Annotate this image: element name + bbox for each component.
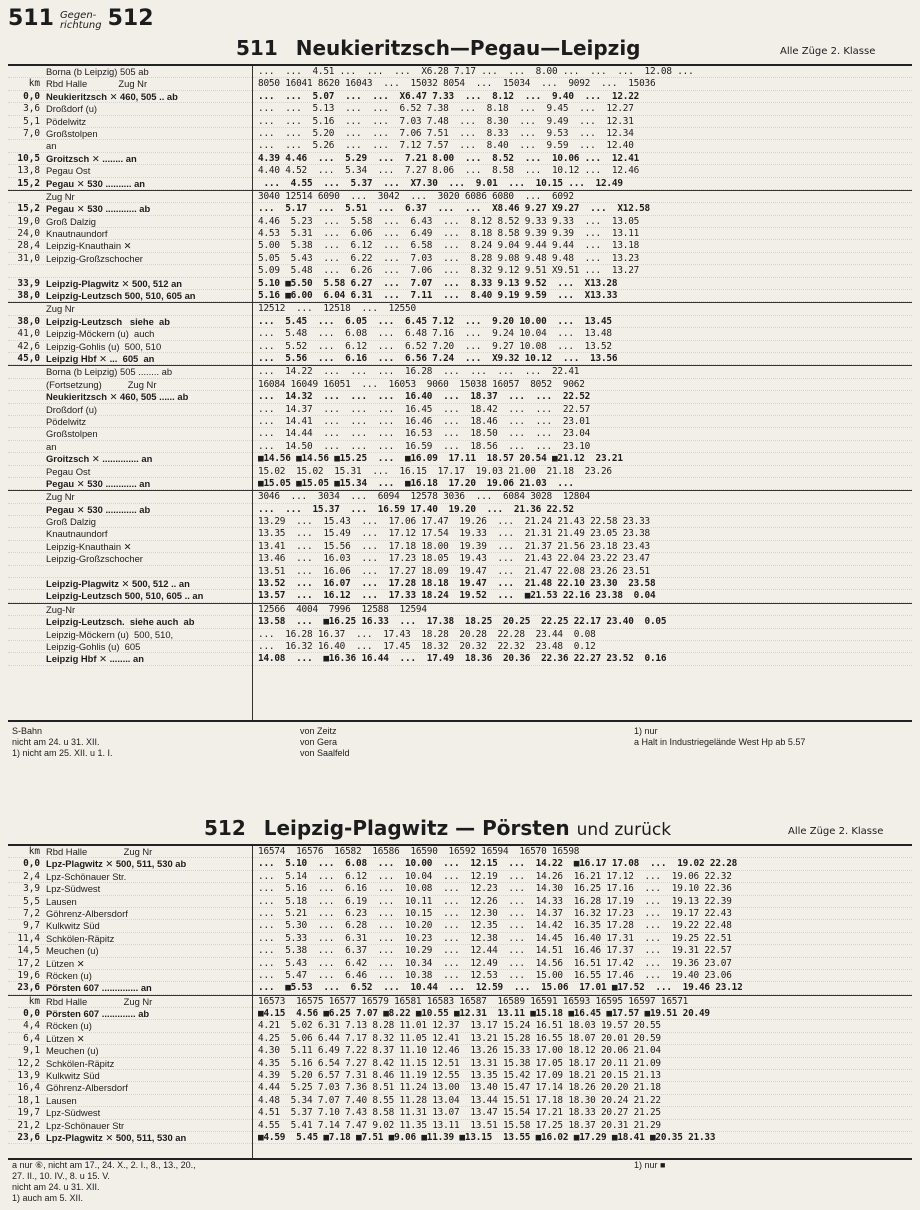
station-cell: Göhrenz-Albersdorf: [46, 1082, 128, 1094]
km-cell: 17,2: [17, 957, 40, 969]
timetable-row: [8, 871, 912, 883]
station-cell: Leipzig-Leutzsch siehe ab: [46, 315, 170, 327]
km-cell: 16,4: [17, 1082, 40, 1094]
timetable-row: [8, 91, 912, 103]
timetable-row: [8, 316, 912, 328]
table-511: [8, 64, 912, 722]
timetable-row: [8, 616, 912, 628]
timetable-row: [8, 341, 912, 353]
times-cell: 8050 16041 8620 16043 ... 15032 8054 ... 15034 ... 9092 ... 15036: [258, 78, 656, 90]
km-cell: 5,1: [23, 115, 40, 127]
times-cell: ... 5.16 ... 6.16 ... 10.08 ... 12.23 ... 14.30 16.25 17.16 ... 19.10 22.36: [258, 883, 732, 895]
station-cell: Pegau ✕ 530 ............ ab: [46, 503, 151, 515]
times-cell: ... ... 5.16 ... ... 7.03 7.48 ... 8.30 ... 9.49 ... 12.31: [258, 115, 634, 127]
times-cell: 4.55 5.41 7.14 7.47 9.02 11.35 13.11 13.51 15.58 17.25 18.37 20.31 21.29: [258, 1119, 661, 1131]
station-cell: Rbd Halle Zug Nr: [46, 995, 153, 1007]
timetable-row: [8, 478, 912, 490]
timetable-row: [8, 653, 912, 665]
times-cell: 13.51 ... 16.06 ... 17.27 18.09 19.47 ... 21.47 22.08 23.26 23.51: [258, 565, 650, 577]
times-cell: 4.35 5.16 6.54 7.27 8.42 11.15 12.51 13.31 15.38 17.05 18.17 20.11 21.09: [258, 1057, 661, 1069]
times-cell: ... 5.33 ... 6.31 ... 10.23 ... 12.38 ... 14.45 16.40 17.31 ... 19.25 22.51: [258, 932, 732, 944]
timetable-row: [8, 78, 912, 90]
station-cell: Pegau Ost: [46, 465, 91, 477]
timetable-row: [8, 178, 912, 190]
times-cell: 13.57 ... 16.12 ... 17.33 18.24 19.52 ... ■21.53 22.16 23.38 0.04: [258, 590, 656, 602]
station-cell: Lpz-Plagwitz ✕ 500, 511, 530 an: [46, 1131, 187, 1143]
timetable-row: [8, 353, 912, 365]
timetable-row: [8, 995, 912, 1008]
km-cell: 38,0: [17, 315, 40, 327]
km-cell: 19,6: [17, 969, 40, 981]
timetable-row: [8, 958, 912, 970]
station-cell: Neukieritzsch ✕ 460, 505 .. ab: [46, 90, 178, 102]
times-cell: ... 14.32 ... ... ... 16.40 ... 18.37 ... ... 22.52: [258, 391, 591, 403]
km-cell: 3,6: [23, 103, 40, 115]
station-cell: Meuchen (u): [46, 945, 99, 957]
footnote: nicht am 24. u 31. XII.: [12, 1182, 100, 1192]
station-cell: Zug Nr: [46, 190, 75, 202]
km-cell: km: [28, 846, 40, 857]
times-cell: ... 5.18 ... 6.19 ... 10.11 ... 12.26 ... 14.33 16.28 17.19 ... 19.13 22.39: [258, 895, 732, 907]
timetable-row: [8, 883, 912, 895]
table-511-title: [236, 36, 641, 60]
times-cell: 4.21 5.02 6.31 7.13 8.28 11.01 12.37 13.17 15.24 16.51 18.03 19.57 20.55: [258, 1020, 661, 1032]
timetable-row: [8, 945, 912, 957]
timetable-row: [8, 265, 912, 277]
times-cell: ■4.15 4.56 ■6.25 7.07 ■8.22 ■10.55 ■12.31 13.11 ■15.18 ■16.45 ■17.57 ■19.51 20.49: [258, 1008, 710, 1020]
km-cell: 0,0: [23, 90, 40, 102]
timetable-row: [8, 228, 912, 240]
station-cell: Pödelwitz: [46, 415, 87, 427]
station-cell: Meuchen (u): [46, 1045, 99, 1057]
station-cell: Leipzig-Leutzsch 500, 510, 605 .. an: [46, 590, 204, 602]
timetable-row: [8, 1058, 912, 1070]
times-cell: ... 5.45 ... 6.05 ... 6.45 7.12 ... 9.20 10.00 ... 13.45: [258, 315, 612, 327]
timetable-row: [8, 629, 912, 641]
station-cell: Schkölen-Räpitz: [46, 1057, 115, 1069]
station-cell: Lpz-Südwest: [46, 1107, 101, 1119]
times-cell: ... ... 5.13 ... ... 6.52 7.38 ... 8.18 ... 9.45 ... 12.27: [258, 103, 634, 115]
station-cell: Groß Dalzig: [46, 215, 97, 227]
timetable-row: [8, 302, 912, 315]
station-cell: Schkölen-Räpitz: [46, 932, 115, 944]
table-511-notes-left: [12, 726, 113, 759]
times-cell: ... ... 5.26 ... ... 7.12 7.57 ... 8.40 ... 9.59 ... 12.40: [258, 140, 634, 152]
station-cell: Leipzig-Plagwitz ✕ 500, 512 .. an: [46, 578, 190, 590]
times-cell: 4.53 5.31 ... 6.06 ... 6.49 ... 8.18 8.58 9.39 9.39 ... 13.11: [258, 228, 640, 240]
times-cell: ... 5.21 ... 6.23 ... 10.15 ... 12.30 ... 14.37 16.32 17.23 ... 19.17 22.43: [258, 907, 732, 919]
timetable-row: [8, 290, 912, 302]
timetable-row: [8, 466, 912, 478]
footnote: nicht am 24. u 31. XII.: [12, 737, 100, 747]
timetable-row: [8, 140, 912, 152]
timetable-row: [8, 391, 912, 403]
km-cell: 9,1: [23, 1045, 40, 1057]
km-cell: 23,6: [17, 1131, 40, 1143]
table-511-notes-mid: [300, 726, 350, 759]
station-cell: Pödelwitz: [46, 115, 87, 127]
times-cell: 5.16 ■6.00 6.04 6.31 ... 7.11 ... 8.40 9.19 9.59 ... X13.33: [258, 290, 618, 302]
timetable-row: [8, 578, 912, 590]
times-cell: ■14.56 ■14.56 ■15.25 ... ■16.09 17.11 18.57 20.54 ■21.12 23.21: [258, 453, 623, 465]
timetable-row: [8, 1095, 912, 1107]
station-cell: Lpz-Schönauer Str: [46, 1119, 125, 1131]
station-cell: Leipzig Hbf ✕ ........ an: [46, 653, 144, 665]
station-cell: Großstolpen: [46, 428, 98, 440]
km-cell: 0,0: [23, 858, 40, 870]
table-512-route: Leipzig-Plagwitz — Pörsten: [263, 816, 570, 840]
times-cell: ... 5.30 ... 6.28 ... 10.20 ... 12.35 ... 14.42 16.35 17.28 ... 19.22 22.48: [258, 920, 732, 932]
station-cell: Borna (b Leipzig) 505 ........ ab: [46, 366, 173, 378]
km-cell: 18,1: [17, 1094, 40, 1106]
footnote: a Halt in Industriegelände West Hp ab 5.57: [634, 737, 806, 747]
header-right-number: 512: [107, 6, 154, 31]
timetable-row: [8, 128, 912, 140]
station-cell: Kulkwitz Süd: [46, 1070, 100, 1082]
km-cell: 9,7: [23, 920, 40, 932]
station-cell: Droßdorf (u): [46, 403, 98, 415]
table-512-title-suffix: und zurück: [576, 820, 672, 840]
station-cell: Großstolpen: [46, 127, 98, 139]
timetable-row: [8, 328, 912, 340]
times-cell: ■4.59 5.45 ■7.18 ■7.51 ■9.06 ■11.39 ■13.15 13.55 ■16.02 ■17.29 ■18.41 ■20.35 21.33: [258, 1131, 716, 1143]
times-cell: 16084 16049 16051 ... 16053 9060 15038 16057 8052 9062: [258, 378, 585, 390]
timetable-row: [8, 165, 912, 177]
times-cell: ... 5.56 ... 6.16 ... 6.56 7.24 ... X9.32 10.12 ... 13.56: [258, 352, 618, 364]
times-cell: 16573 16575 16577 16579 16581 16583 16587 16589 16591 16593 16595 16597 16571: [258, 995, 689, 1007]
footnote: 1) nicht am 25. XII. u 1. I.: [12, 748, 113, 758]
times-cell: ... 5.14 ... 6.12 ... 10.04 ... 12.19 ... 14.26 16.21 17.12 ... 19.06 22.32: [258, 870, 732, 882]
timetable-row: [8, 516, 912, 528]
footnote: 27. II., 10. IV., 8. u 15. V.: [12, 1171, 110, 1181]
times-cell: 4.30 5.11 6.49 7.22 8.37 11.10 12.46 13.26 15.33 17.00 18.12 20.06 21.04: [258, 1045, 661, 1057]
times-cell: 3046 ... 3034 ... 6094 12578 3036 ... 6084 3028 12804: [258, 491, 591, 503]
table-512-notes-right: 1) nur ■: [634, 1160, 666, 1170]
times-cell: 13.29 ... 15.43 ... 17.06 17.47 19.26 ... 21.24 21.43 22.58 23.33: [258, 516, 650, 528]
times-cell: ... 5.48 ... 6.08 ... 6.48 7.16 ... 9.24 10.04 ... 13.48: [258, 328, 612, 340]
timetable-row: [8, 920, 912, 932]
timetable-row: [8, 603, 912, 616]
station-cell: Groitzsch ✕ .............. an: [46, 453, 153, 465]
km-cell: 13,9: [17, 1070, 40, 1082]
km-cell: 6,4: [23, 1032, 40, 1044]
timetable-row: [8, 846, 912, 858]
station-cell: an: [46, 440, 57, 452]
station-cell: Zug Nr: [46, 491, 75, 503]
times-cell: 15.02 15.02 15.31 ... 16.15 17.17 19.03 21.00 21.18 23.26: [258, 465, 612, 477]
times-cell: ... 5.47 ... 6.46 ... 10.38 ... 12.53 ... 15.00 16.55 17.46 ... 19.40 23.06: [258, 969, 732, 981]
times-cell: ... 14.37 ... ... ... 16.45 ... 18.42 ... ... 22.57: [258, 403, 591, 415]
timetable-row: [8, 203, 912, 215]
km-cell: 15,2: [17, 203, 40, 215]
timetable-row: [8, 553, 912, 565]
km-cell: 19,7: [17, 1107, 40, 1119]
timetable-row: [8, 1020, 912, 1032]
times-cell: 13.46 ... 16.03 ... 17.23 18.05 19.43 ... 21.43 22.04 23.22 23.47: [258, 553, 650, 565]
table-511-class-note: Alle Züge 2. Klasse: [780, 46, 876, 57]
times-cell: 4.51 5.37 7.10 7.43 8.58 11.31 13.07 13.47 15.54 17.21 18.33 20.27 21.25: [258, 1107, 661, 1119]
times-cell: 4.25 5.06 6.44 7.17 8.32 11.05 12.41 13.21 15.28 16.55 18.07 20.01 20.59: [258, 1032, 661, 1044]
timetable-row: [8, 240, 912, 252]
times-cell: 5.10 ■5.50 5.58 6.27 ... 7.07 ... 8.33 9.13 9.52 ... X13.28: [258, 277, 618, 289]
station-cell: Lützen ✕: [46, 957, 85, 969]
station-cell: Pegau ✕ 530 ............ an: [46, 477, 151, 489]
times-cell: ■15.05 ■15.05 ■15.34 ... ■16.18 17.20 19.06 21.03 ...: [258, 477, 574, 489]
station-cell: Rbd Halle Zug Nr: [46, 78, 148, 90]
table-511-number: 511: [236, 36, 278, 60]
timetable-row: [8, 253, 912, 265]
times-cell: ... 5.43 ... 6.42 ... 10.34 ... 12.49 ... 14.56 16.51 17.42 ... 19.36 23.07: [258, 957, 732, 969]
timetable-row: [8, 216, 912, 228]
times-cell: ... 14.50 ... ... ... 16.59 ... 18.56 ... ... 23.10: [258, 440, 591, 452]
times-cell: ... 5.10 ... 6.08 ... 10.00 ... 12.15 ... 14.22 ■16.17 17.08 ... 19.02 22.28: [258, 858, 738, 870]
station-cell: Knautnaundorf: [46, 528, 108, 540]
station-cell: Droßdorf (u): [46, 103, 98, 115]
station-cell: Borna (b Leipzig) 505 ab: [46, 66, 149, 77]
station-cell: Lausen: [46, 895, 77, 907]
km-cell: 2,4: [23, 870, 40, 882]
timetable-row: [8, 908, 912, 920]
times-cell: ... ... 5.20 ... ... 7.06 7.51 ... 8.33 ... 9.53 ... 12.34: [258, 127, 634, 139]
station-cell: Lpz-Plagwitz ✕ 500, 511, 530 ab: [46, 858, 187, 870]
timetable-row: [8, 970, 912, 982]
station-cell: Leipzig-Knauthain ✕: [46, 540, 132, 552]
station-cell: Zug-Nr: [46, 603, 76, 615]
km-cell: km: [28, 995, 40, 1007]
km-cell: 4,4: [23, 1020, 40, 1032]
timetable-row: [8, 590, 912, 602]
table-512-title: [204, 816, 671, 840]
times-cell: ... ... 4.51 ... ... ... X6.28 7.17 ... ... 8.00 ... ... ... 12.08 ...: [258, 66, 694, 77]
timetable-row: [8, 278, 912, 290]
km-cell: 0,0: [23, 1008, 40, 1020]
timetable-row: [8, 566, 912, 578]
station-cell: Pegau ✕ 530 .......... an: [46, 177, 146, 189]
timetable-row: [8, 1132, 912, 1144]
times-cell: ... 14.41 ... ... ... 16.46 ... 18.46 ... ... 23.01: [258, 415, 591, 427]
km-cell: 38,0: [17, 290, 40, 302]
station-cell: Pörsten 607 .............. an: [46, 982, 152, 994]
page-header: [8, 6, 154, 31]
header-left-number: 511: [8, 6, 54, 31]
times-cell: 5.09 5.48 ... 6.26 ... 7.06 ... 8.32 9.12 9.51 X9.51 ... 13.27: [258, 265, 640, 277]
km-cell: 45,0: [17, 352, 40, 364]
km-cell: 23,6: [17, 982, 40, 994]
km-cell: 3,9: [23, 883, 40, 895]
table-512-number: 512: [204, 816, 246, 840]
times-cell: 16574 16576 16582 16586 16590 16592 16594 16570 16598: [258, 846, 580, 857]
timetable-row: [8, 896, 912, 908]
timetable-row: [8, 428, 912, 440]
timetable-row: [8, 379, 912, 391]
km-cell: 28,4: [17, 240, 40, 252]
station-cell: Pegau ✕ 530 ............ ab: [46, 203, 151, 215]
times-cell: ... ... 15.37 ... 16.59 17.40 19.20 ... 21.36 22.52: [258, 503, 574, 515]
timetable-row: [8, 504, 912, 516]
footnote: von Saalfeld: [300, 748, 350, 758]
km-cell: 13,8: [17, 165, 40, 177]
station-cell: (Fortsetzung) Zug Nr: [46, 378, 157, 390]
station-cell: Kulkwitz Süd: [46, 920, 100, 932]
timetable-row: [8, 153, 912, 165]
station-cell: an: [46, 140, 57, 152]
timetable-row: [8, 858, 912, 870]
timetable-row: [8, 1120, 912, 1132]
timetable-row: [8, 416, 912, 428]
km-cell: 33,9: [17, 277, 40, 289]
times-cell: 4.46 5.23 ... 5.58 ... 6.43 ... 8.12 8.52 9.33 9.33 ... 13.05: [258, 215, 640, 227]
timetable-row: [8, 453, 912, 465]
station-cell: Knautnaundorf: [46, 228, 108, 240]
timetable-row: [8, 103, 912, 115]
timetable-row: [8, 1070, 912, 1082]
station-cell: Zug Nr: [46, 303, 75, 315]
header-direction-label: Gegen- richtung: [59, 9, 102, 31]
timetable-row: [8, 490, 912, 503]
station-cell: Leipzig-Gohlis (u) 500, 510: [46, 340, 162, 352]
table-512-notes-left: [12, 1160, 196, 1204]
station-cell: Lpz-Südwest: [46, 883, 101, 895]
times-cell: 13.52 ... 16.07 ... 17.28 18.18 19.47 ... 21.48 22.10 23.30 23.58: [258, 578, 656, 590]
timetable-row: [8, 1045, 912, 1057]
station-cell: Groitzsch ✕ ........ an: [46, 152, 137, 164]
km-cell: 31,0: [17, 252, 40, 264]
times-cell: 13.58 ... ■16.25 16.33 ... 17.38 18.25 20.25 22.25 22.17 23.40 0.05: [258, 616, 667, 628]
timetable-row: [8, 190, 912, 203]
station-cell: Leipzig Hbf ✕ ... 605 an: [46, 352, 155, 364]
km-cell: 7,0: [23, 127, 40, 139]
km-cell: 19,0: [17, 215, 40, 227]
times-cell: ... 14.44 ... ... ... 16.53 ... 18.50 ... ... 23.04: [258, 428, 591, 440]
station-cell: Leipzig-Großzschocher: [46, 252, 143, 264]
times-cell: ... 16.32 16.40 ... 17.45 18.32 20.32 22.32 23.48 0.12: [258, 640, 596, 652]
times-cell: ... 5.52 ... 6.12 ... 6.52 7.20 ... 9.27 10.08 ... 13.52: [258, 340, 612, 352]
km-cell: 10,5: [17, 152, 40, 164]
station-cell: Pegau Ost: [46, 165, 91, 177]
timetable-row: [8, 1107, 912, 1119]
station-cell: Rbd Halle Zug Nr: [46, 846, 153, 857]
station-cell: Groß Dalzig: [46, 516, 97, 528]
times-cell: 12512 ... 12518 ... 12550: [258, 303, 416, 315]
times-cell: 4.44 5.25 7.03 7.36 8.51 11.24 13.00 13.40 15.47 17.14 18.26 20.20 21.18: [258, 1082, 661, 1094]
footnote: 1) nur: [634, 726, 658, 736]
times-cell: ... 14.22 ... ... ... 16.28 ... ... ... ... 22.41: [258, 366, 580, 378]
station-cell: Leipzig-Knauthain ✕: [46, 240, 132, 252]
station-cell: Leipzig-Großzschocher: [46, 553, 143, 565]
station-cell: Lützen ✕: [46, 1032, 85, 1044]
station-cell: Leipzig-Plagwitz ✕ 500, 512 an: [46, 277, 183, 289]
timetable-row: [8, 933, 912, 945]
times-cell: ... 5.38 ... 6.37 ... 10.29 ... 12.44 ... 14.51 16.46 17.37 ... 19.31 22.57: [258, 945, 732, 957]
station-cell: Neukieritzsch ✕ 460, 505 ...... ab: [46, 391, 189, 403]
table-511-route: Neukieritzsch—Pegau—Leipzig: [295, 36, 641, 60]
station-cell: Leipzig-Gohlis (u) 605: [46, 640, 141, 652]
times-cell: ... ■5.53 ... 6.52 ... 10.44 ... 12.59 ... 15.06 17.01 ■17.52 ... 19.46 23.12: [258, 982, 743, 994]
times-cell: ... ... 5.07 ... ... X6.47 7.33 ... 8.12 ... 9.40 ... 12.22: [258, 90, 640, 102]
km-cell: 42,6: [17, 340, 40, 352]
times-cell: 14.08 ... ■16.36 16.44 ... 17.49 18.36 20.36 22.36 22.27 23.52 0.16: [258, 653, 667, 665]
station-cell: Leipzig-Möckern (u) auch: [46, 328, 155, 340]
timetable-row: [8, 541, 912, 553]
km-cell: 24,0: [17, 228, 40, 240]
times-cell: 5.00 5.38 ... 6.12 ... 6.58 ... 8.24 9.04 9.44 9.44 ... 13.18: [258, 240, 640, 252]
km-cell: 14,5: [17, 945, 40, 957]
times-cell: 4.39 4.46 ... 5.29 ... 7.21 8.00 ... 8.52 ... 10.06 ... 12.41: [258, 152, 640, 164]
table-512-class-note: Alle Züge 2. Klasse: [788, 826, 884, 837]
times-cell: ... 4.55 ... 5.37 ... X7.30 ... 9.01 ... 10.15 ... 12.49: [258, 177, 623, 189]
times-cell: 3040 12514 6090 ... 3042 ... 3020 6086 6080 ... 6092: [258, 190, 574, 202]
timetable-row: [8, 66, 912, 78]
km-cell: 41,0: [17, 328, 40, 340]
km-cell: 7,2: [23, 907, 40, 919]
timetable-row: [8, 441, 912, 453]
times-cell: 5.05 5.43 ... 6.22 ... 7.03 ... 8.28 9.08 9.48 9.48 ... 13.23: [258, 252, 640, 264]
timetable-row: [8, 1082, 912, 1094]
times-cell: 4.39 5.20 6.57 7.31 8.46 11.19 12.55 13.35 15.42 17.09 18.21 20.15 21.13: [258, 1070, 661, 1082]
times-cell: 13.41 ... 15.56 ... 17.18 18.00 19.39 ... 21.37 21.56 23.18 23.43: [258, 540, 650, 552]
times-cell: 12566 4004 7996 12588 12594: [258, 603, 427, 615]
station-cell: Lausen: [46, 1094, 77, 1106]
station-cell: Lpz-Schönauer Str.: [46, 870, 127, 882]
footnote: 1) auch am 5. XII.: [12, 1193, 84, 1203]
table-512: [8, 844, 912, 1160]
station-cell: Göhrenz-Albersdorf: [46, 907, 128, 919]
times-cell: ... 5.17 ... 5.51 ... 6.37 ... ... X8.46 9.27 X9.27 ... X12.58: [258, 203, 650, 215]
footnote: S-Bahn: [12, 726, 43, 736]
timetable-row: [8, 1033, 912, 1045]
timetable-row: [8, 116, 912, 128]
station-cell: Röcken (u): [46, 969, 92, 981]
times-cell: 4.48 5.34 7.07 7.40 8.55 11.28 13.04 13.44 15.51 17.18 18.30 20.24 21.22: [258, 1094, 661, 1106]
station-cell: Leipzig-Leutzsch. siehe auch ab: [46, 616, 195, 628]
km-cell: km: [28, 78, 40, 90]
footnote: von Gera: [300, 737, 338, 747]
table-511-notes-right: [634, 726, 805, 748]
footnote: von Zeitz: [300, 726, 337, 736]
timetable-row: [8, 404, 912, 416]
timetable-row: [8, 365, 912, 378]
footnote: a nur ⑥, nicht am 17., 24. X., 2. I., 8., 13., 20.,: [12, 1160, 196, 1170]
times-cell: 4.40 4.52 ... 5.34 ... 7.27 8.06 ... 8.58 ... 10.12 ... 12.46: [258, 165, 640, 177]
station-cell: Röcken (u): [46, 1020, 92, 1032]
times-cell: ... 16.28 16.37 ... 17.43 18.28 20.28 22.28 23.44 0.08: [258, 628, 596, 640]
timetable-row: [8, 528, 912, 540]
km-cell: 12,2: [17, 1057, 40, 1069]
km-cell: 21,2: [17, 1119, 40, 1131]
station-cell: Leipzig-Leutzsch 500, 510, 605 an: [46, 290, 196, 302]
km-cell: 15,2: [17, 177, 40, 189]
km-cell: 5,5: [23, 895, 40, 907]
timetable-row: [8, 982, 912, 994]
station-cell: Leipzig-Möckern (u) 500, 510,: [46, 628, 174, 640]
times-cell: 13.35 ... 15.49 ... 17.12 17.54 19.33 ... 21.31 21.49 23.05 23.38: [258, 528, 650, 540]
timetable-row: [8, 641, 912, 653]
station-cell: Pörsten 607 ............. ab: [46, 1008, 150, 1020]
timetable-row: [8, 1008, 912, 1020]
km-cell: 11,4: [17, 932, 40, 944]
